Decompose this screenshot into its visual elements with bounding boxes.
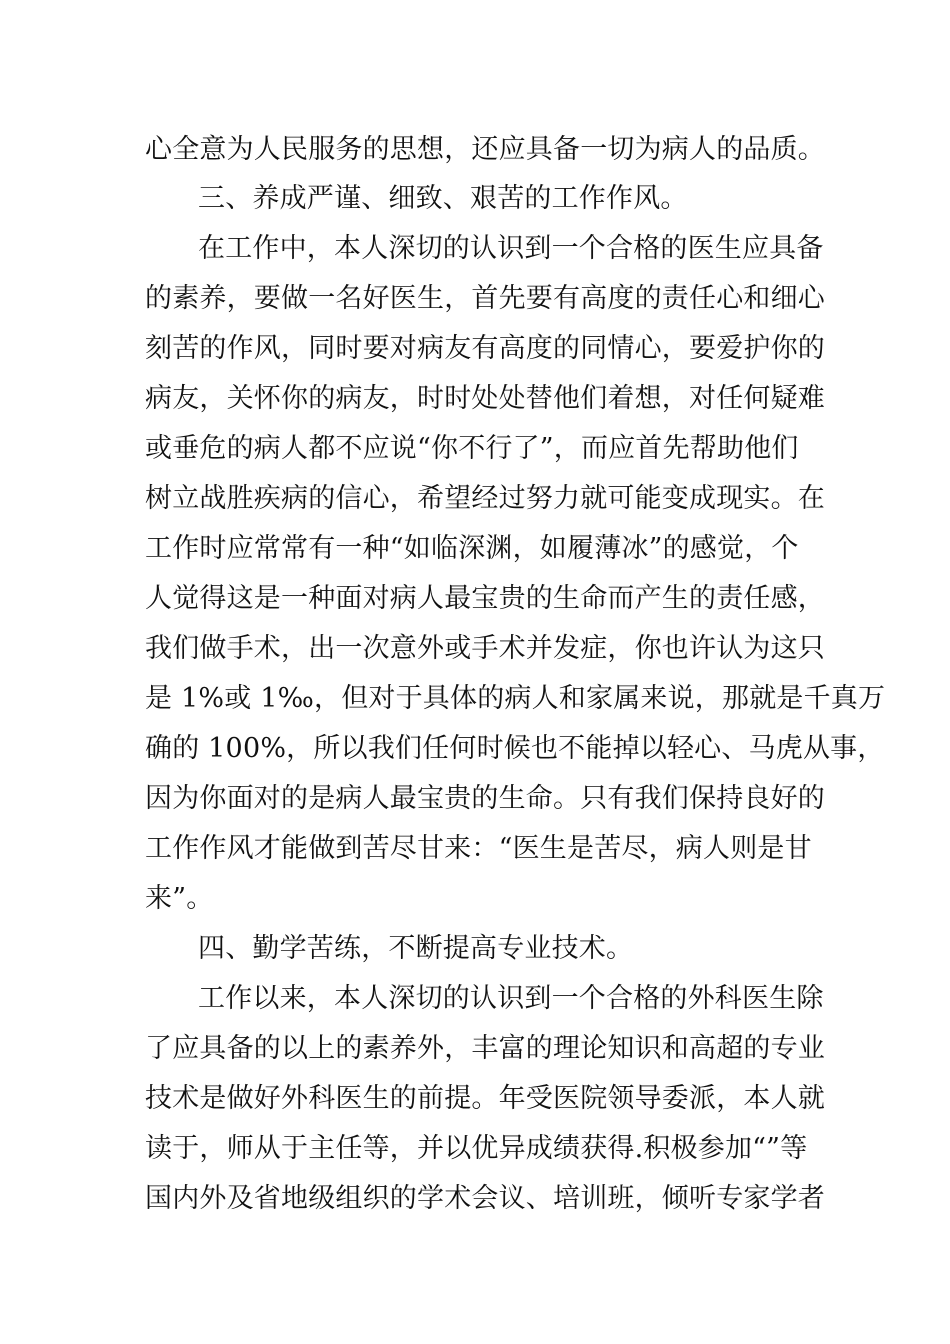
text-line-21: 读于，师从于主任等，并以优异成绩获得.积极参加“”等 (145, 1133, 808, 1164)
text-line-16: 来”。 (145, 883, 214, 914)
text-line-9: 工作时应常常有一种“如临深渊，如履薄冰”的感觉，个 (145, 533, 799, 564)
text-line-15: 工作作风才能做到苦尽甘来：“医生是苦尽，病人则是甘 (145, 833, 812, 864)
text-line-7: 或垂危的病人都不应说“你不行了”，而应首先帮助他们 (145, 433, 799, 464)
text-line-8: 树立战胜疾病的信心，希望经过努力就可能变成现实。在 (145, 483, 825, 514)
text-line-1: 心全意为人民服务的思想，还应具备一切为病人的品质。 (145, 134, 825, 165)
text-line-4: 的素养，要做一名好医生，首先要有高度的责任心和细心 (145, 283, 825, 314)
text-line-11: 我们做手术，出一次意外或手术并发症，你也许认为这只 (145, 633, 825, 664)
section-heading-4: 四、勤学苦练，不断提高专业技术。 (198, 933, 634, 964)
text-line-5: 刻苦的作风，同时要对病友有高度的同情心，要爱护你的 (145, 333, 825, 364)
text-line-22: 国内外及省地级组织的学术会议、培训班，倾听专家学者 (145, 1183, 825, 1214)
text-line-13: 确的 100%，所以我们任何时候也不能掉以轻心、马虎从事， (145, 733, 885, 764)
text-line-18: 工作以来，本人深切的认识到一个合格的外科医生除 (198, 983, 824, 1014)
text-line-14: 因为你面对的是病人最宝贵的生命。只有我们保持良好的 (145, 783, 825, 814)
text-line-10: 人觉得这是一种面对病人最宝贵的生命而产生的责任感， (145, 583, 825, 614)
text-line-3: 在工作中，本人深切的认识到一个合格的医生应具备 (198, 233, 824, 264)
text-line-20: 技术是做好外科医生的前提。年受医院领导委派，本人就 (145, 1083, 825, 1114)
section-heading-3: 三、养成严谨、细致、艰苦的工作作风。 (198, 183, 688, 214)
text-line-12: 是 1%或 1‰，但对于具体的病人和家属来说，那就是千真万 (145, 683, 886, 714)
text-line-19: 了应具备的以上的素养外，丰富的理论知识和高超的专业 (145, 1033, 825, 1064)
text-line-6: 病友，关怀你的病友，时时处处替他们着想，对任何疑难 (145, 383, 825, 414)
